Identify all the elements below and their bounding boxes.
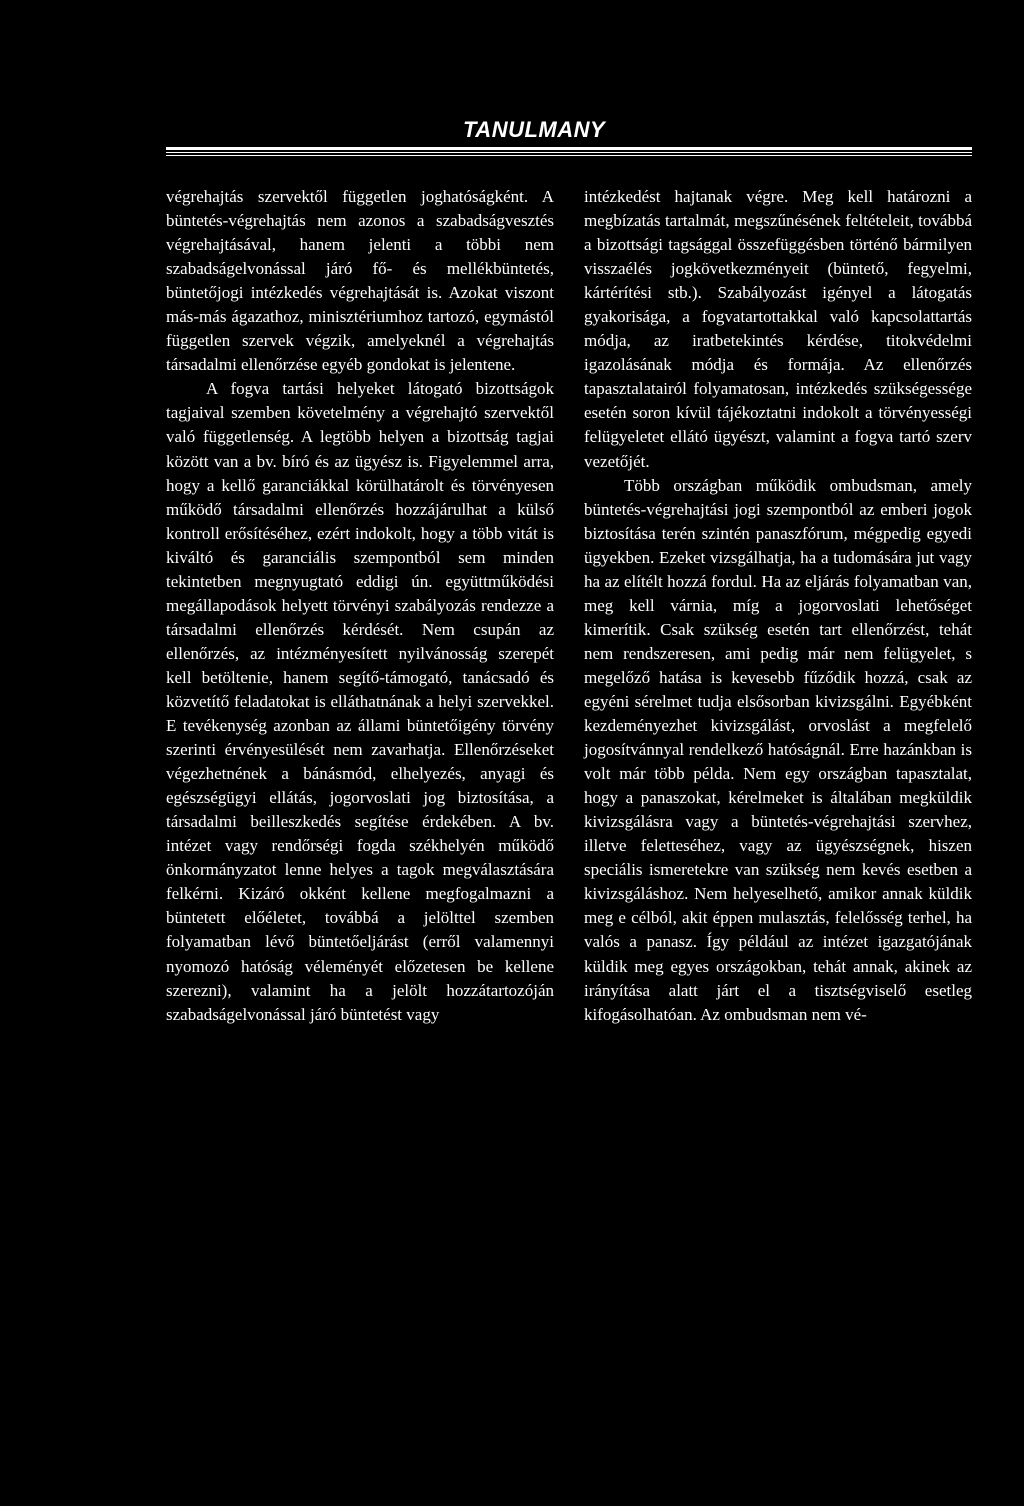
header-rule-thick xyxy=(166,147,972,150)
paragraph: intézkedést hajtanak végre. Meg kell határozni a megbízatás tartalmát, megszűnésének feltételeit, továbbá a bizottsági tagsággal összefüggésben történő bármilyen visszaélés jogkövetkezményeit (büntető, fegyelmi, kártérítési stb.). Szabályozást igényel a látogatás gyakorisága, a fogvatartottakkal való kapcsolattartás módja, az iratbetekintés kérdése, titokvédelmi igazolásának módja és formája. Az ellenőrzés tapasztalatairól folyamatosan, intézkedés szükségessége esetén soron kívül tájékoztatni indokolt a törvényességi felügyeletet ellátó ügyészt, valamint a fogva tartó szerv vezetőjét. xyxy=(584,187,972,471)
paragraph: A fogva tartási helyeket látogató bizottságok tagjaival szemben követelmény a végrehajtó szervektől való függetlenség. A legtöbb helyen a bizottság tagjai között van a bv. bíró és az ügyész is. Figyelemmel arra, hogy a kellő garanciákkal körülhatárolt és törvényesen működő társadalmi ellenőrzés hozzájárulhat a külső kontroll erősítéséhez, ezért indokolt, hogy a több vitát is kiváltó és garanciális szempontból sem minden tekintetben megnyugtató eddigi ún. együttműködési megállapodások helyett törvényi szabályozás rendezze a társadalmi ellenőrzés kérdését. Nem csupán az ellenőrzés, az intézményesített nyilvánosság szerepét kell betöltenie, hanem segítő-támogató, tanácsadó és közvetítő feladatokat is elláthatnának a helyi szervekkel. E tevékenység azonban az állami büntetőigény törvény szerinti érvényesülését nem zavarhatja. Ellenőrzéseket végezhetnének a bánásmód, elhelyezés, anyagi és egészségügyi ellátás, jogorvoslati jog biztosítása, a társadalmi beilleszkedés segítése érdekében. A bv. intézet vagy rendőrségi fogda székhelyén működő önkormányzatot lenne helyes a tagok megválasztására felkérni. Kizáró okként kellene megfogalmazni a büntetett előéletet, továbbá a jelölttel szemben folyamatban lévő büntetőeljárást (erről valamennyi nyomozó hatóság véleményét előzetesen be kellene szerezni), valamint ha a jelölt hozzátartozóján szabadságelvonással járó büntetést vagy xyxy=(166,379,554,1024)
left-text-column xyxy=(166,185,554,1027)
paragraph: Több országban működik ombudsman, amely büntetés-végrehajtási jogi szempontból az emberi jogok biztosítása terén szintén panaszfórum, mégpedig egyedi ügyekben. Ezeket vizsgálhatja, ha a tudomására jut vagy ha az elítélt hozzá fordul. Ha az eljárás folyamatban van, meg kell várnia, míg a jogorvoslati lehetőséget kimerítik. Csak szükség esetén tart ellenőrzést, tehát nem rendszeresen, ami pedig már nem felügyelet, s megelőző hatása is kevesebb fűződik hozzá, csak az egyéni sérelmet tudja elsősorban kivizsgálni. Egyébként kezdeményezhet kivizsgálást, orvoslást a megfelelő jogosítvánnyal rendelkező hatóságnál. Erre hazánkban is volt már több példa. Nem egy országban tapasztalat, hogy a panaszokat, kérelmeket is általában megküldik kivizsgálásra vagy a büntetés-végrehajtási szervhez, illetve feletteséhez, vagy az ügyészségnek, hiszen speciális ismeretekre van szükség nem kevés esetben a kivizsgáláshoz. Nem helyeselhető, amikor annak küldik meg e célból, akit éppen mulasztás, felelősség terhel, ha valós a panasz. Így például az intézet igazgatójának küldik meg egyes országokban, tehát annak, akinek az irányítása alatt járt el a tisztségviselő esetleg kifogásolhatóan. Az ombudsman nem vé- xyxy=(584,475,972,1024)
paragraph: végrehajtás szervektől független joghatóságként. A büntetés-végrehajtás nem azonos a szabadságvesztés végrehajtásával, hanem jelenti a többi nem szabadságelvonással járó fő- és mellékbüntetés, büntetőjogi intézkedés végrehajtását is. Azokat viszont más-más ágazathoz, minisztériumhoz tartozó, egymástól független szervek végzik, amelyeknél a végrehajtás társadalmi ellenőrzése egyéb gondokat is jelentene. xyxy=(166,187,554,375)
header-rule-thin-2 xyxy=(166,155,972,156)
running-header-title: TANULMANY xyxy=(463,117,606,142)
right-text-column xyxy=(584,185,972,1027)
header-rule-thin-1 xyxy=(166,152,972,153)
